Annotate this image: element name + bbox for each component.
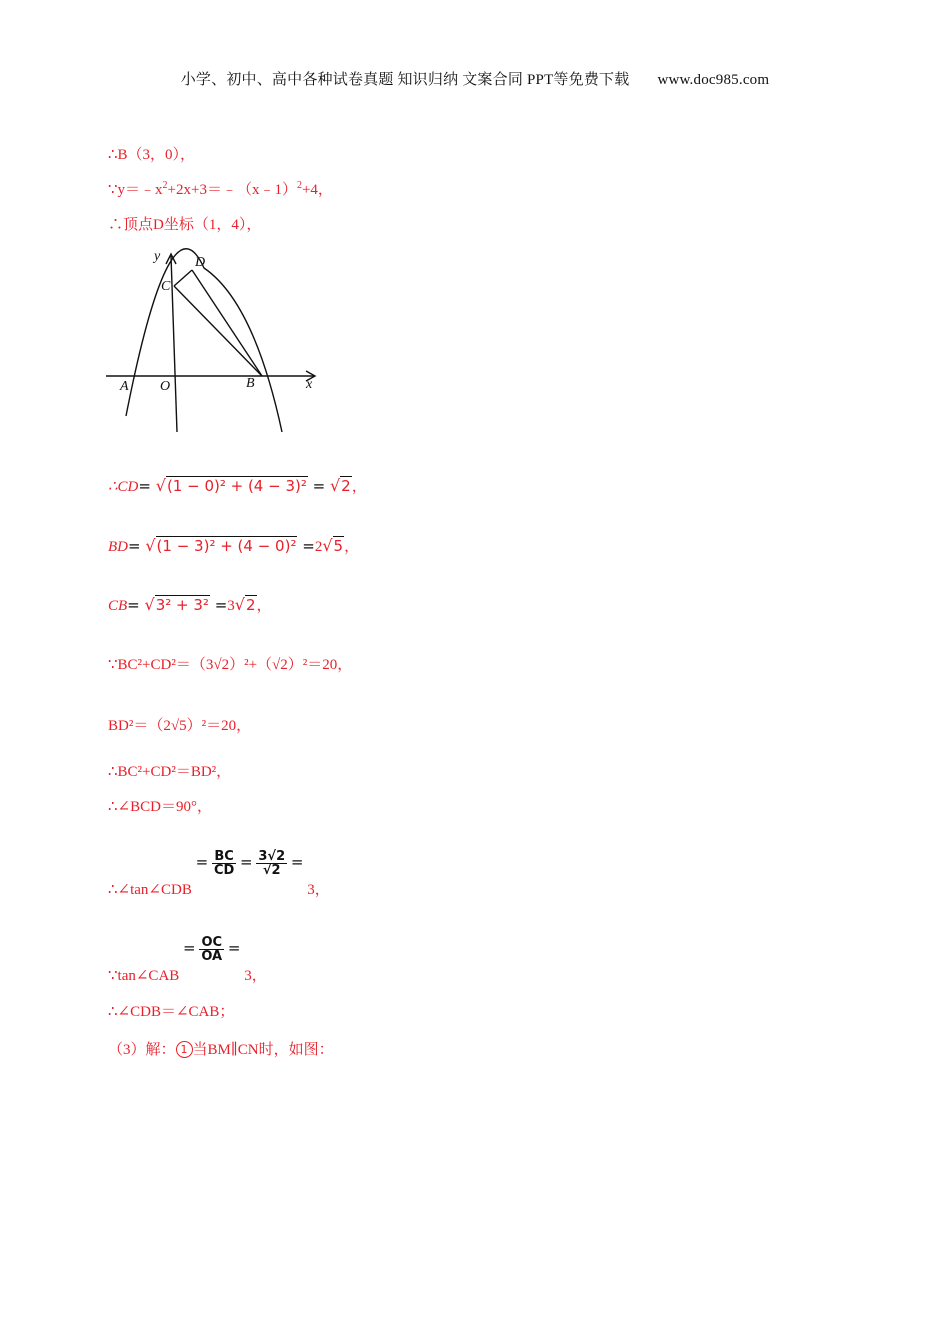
label-c: C bbox=[161, 279, 171, 294]
line-vertex-form: $\because y=﹣x^2+2x+3=﹣(x﹣1)^2+4$， bbox=[108, 180, 333, 198]
label-o: O bbox=[160, 379, 171, 394]
label-a: A bbox=[120, 379, 129, 394]
fraction-3root2-root2: $\frac{3√2}{√2}$ bbox=[258, 849, 286, 878]
line-part3: （3）解： 1 当BM∥CN时，如图： bbox=[108, 1042, 334, 1058]
line-pythagoras: ∴BC²+CD²＝BD²， bbox=[108, 764, 232, 780]
label-d: D bbox=[195, 255, 206, 270]
line-b-coordinate: ∴B（3，0）， bbox=[108, 147, 196, 163]
label-x: x bbox=[306, 377, 313, 392]
fraction-oc-oa: $\frac{OC}{OA}$ bbox=[201, 935, 223, 964]
line-angle-conclusion: ∴∠CDB＝∠CAB； bbox=[108, 1004, 235, 1020]
line-sum-squares: ∵BC²+CD²＝（3√2）²+（√2）²＝20， bbox=[108, 657, 353, 673]
line-cd-length: ∴CD= √(1 − 0)² + (4 − 3)² = √2， bbox=[108, 476, 367, 495]
segment-cb bbox=[174, 286, 262, 376]
line-vertex-d: ∴顶点D坐标（1，4）， bbox=[108, 217, 262, 233]
line-bd-squared: BD²＝（2√5）²＝20， bbox=[108, 718, 252, 734]
parabola-curve bbox=[126, 249, 282, 432]
line-tan-cdb: ∴∠tan∠CDB = $\frac{BC}{CD}$ = $\frac{3√2}{√2}$ = 3， bbox=[108, 849, 330, 898]
label-y: y bbox=[154, 249, 161, 264]
header-text: 小学、初中、高中各种试卷真题 知识归纳 文案合同 PPT等免费下载 bbox=[180, 72, 630, 88]
line-cb-length: CB= √3² + 3² =3√2， bbox=[108, 595, 272, 614]
line-tan-cab: ∵tan∠CAB = $\frac{OC}{OA}$ = 3， bbox=[108, 935, 267, 984]
line-bd-length: BD= √(1 − 3)² + (4 − 0)² =2√5， bbox=[108, 536, 360, 555]
fraction-bc-cd: $\frac{BC}{CD}$ bbox=[213, 849, 235, 878]
label-b: B bbox=[246, 376, 255, 391]
y-axis bbox=[171, 256, 177, 432]
segment-db bbox=[192, 270, 262, 376]
page-header bbox=[0, 68, 950, 89]
segment-cd bbox=[174, 270, 192, 286]
line-right-angle: ∴∠BCD＝90°， bbox=[108, 799, 212, 815]
circled-number-one: 1 bbox=[176, 1041, 193, 1058]
parabola-figure bbox=[104, 242, 324, 437]
header-site: www.doc985.com bbox=[657, 72, 770, 88]
